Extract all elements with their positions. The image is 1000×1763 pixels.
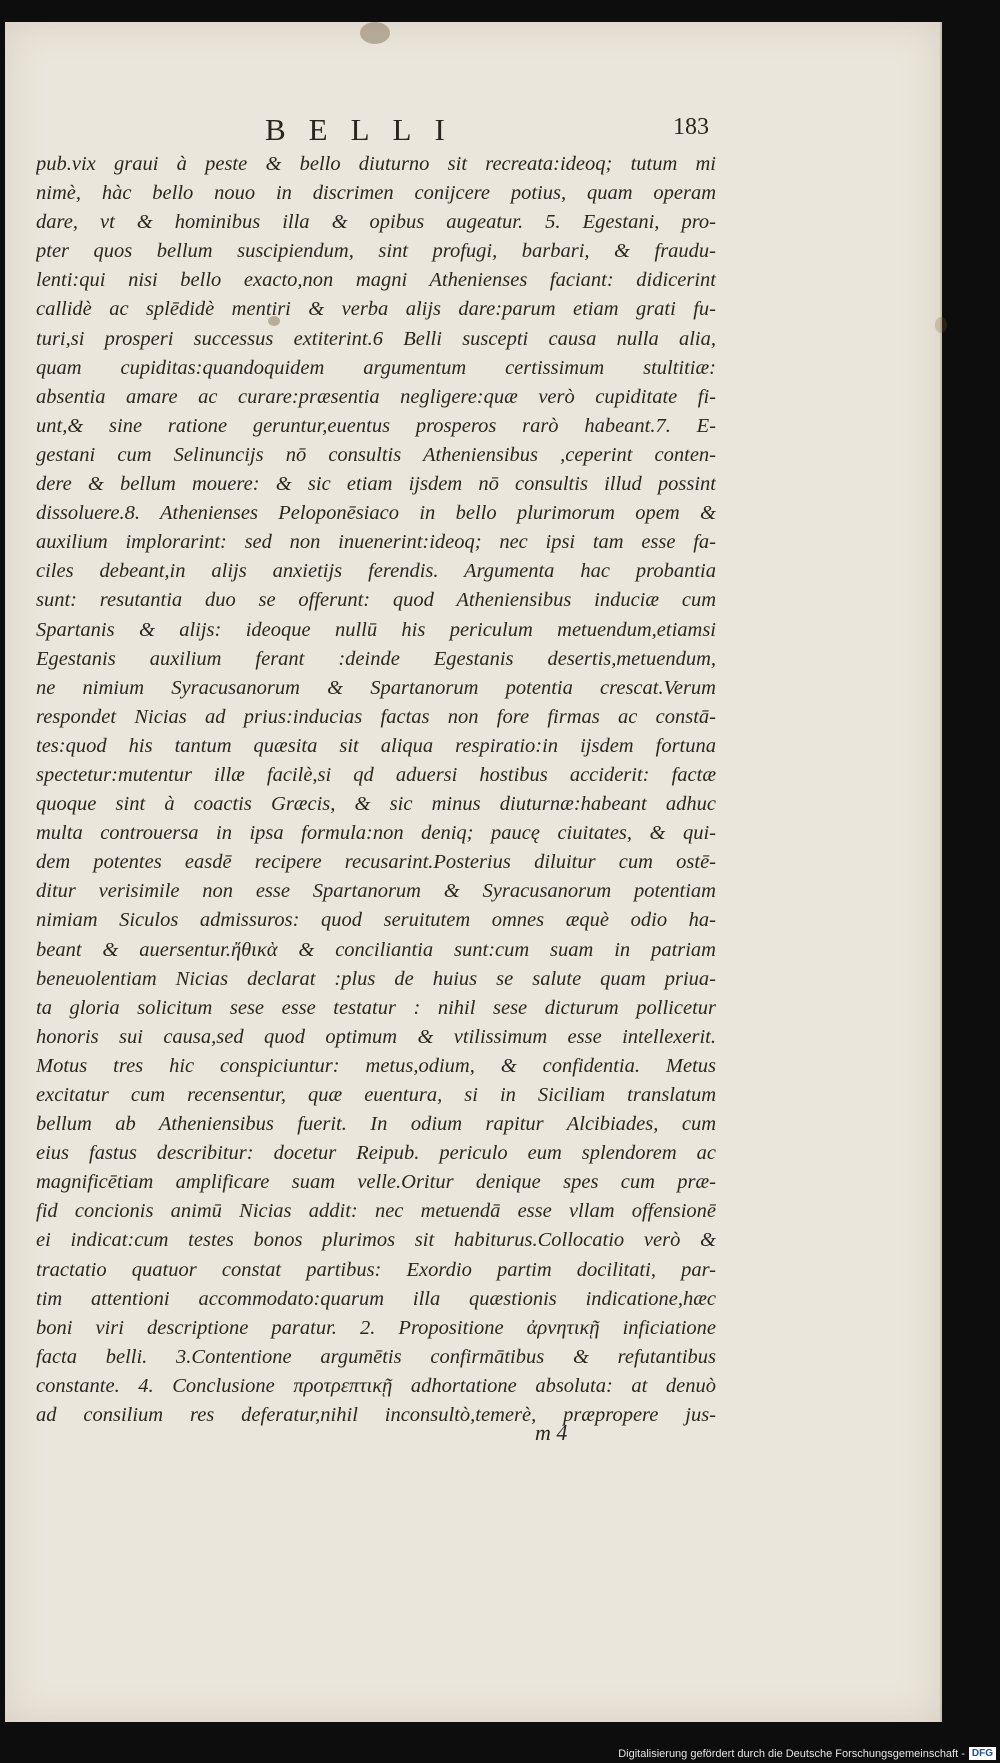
text-line: dere & bellum mouere: & sic etiam ijsdem nō consultis illud possint [36, 473, 716, 496]
text-line: auxilium implorarint: sed non inuenerint:ideoq; nec ipsi tam esse fa- [36, 531, 716, 554]
text-line: pub.vix graui à peste & bello diuturno sit recreata:ideoq; tutum mi [36, 153, 716, 175]
text-line: constante. 4. Conclusione προτρεπτικῇ adhortatione absoluta: at denuò [36, 1374, 716, 1397]
text-line: beant & auersentur.ἤθικὰ & conciliantia sunt:cum suam in patriam [36, 938, 716, 961]
ink-stain [935, 317, 947, 333]
running-head: BELLI [265, 112, 468, 147]
text-line: honoris sui causa,sed quod optimum & vtilissimum esse intellexerit. [36, 1025, 716, 1048]
dfg-logo: DFG [969, 1747, 996, 1760]
text-line: tim attentioni accommodato:quarum illa quæstionis indicatione,hæc [36, 1287, 716, 1310]
text-line: multa controuersa in ipsa formula:non deniq; paucę ciuitates, & qui- [36, 822, 716, 845]
text-line: respondet Nicias ad prius:inducias factas non fore firmas ac constā- [36, 705, 716, 728]
text-line: tes:quod his tantum quæsita sit aliqua respiratio:in ijsdem fortuna [36, 734, 716, 757]
ink-stain [360, 22, 390, 44]
book-page [5, 22, 942, 1722]
page-number: 183 [673, 114, 709, 140]
text-line: eius fastus describitur: docetur Reipub. periculo eum splendorem ac [36, 1142, 716, 1165]
text-line: quoque sint à coactis Græcis, & sic minus diuturnæ:habeant adhuc [36, 793, 716, 816]
text-line: callidè ac splēdidè mentiri & verba alijs dare:parum etiam grati fu- [36, 298, 716, 321]
text-line: tractatio quatuor constat partibus: Exordio partim docilitati, par- [36, 1258, 716, 1281]
text-line: nimè, hàc bello nouo in discrimen conijcere potius, quam operam [36, 182, 716, 205]
text-line: ei indicat:cum testes bonos plurimos sit habiturus.Collocatio verò & [36, 1229, 716, 1252]
text-line: Spartanis & alijs: ideoque nullū his periculum metuendum,etiamsi [36, 618, 716, 641]
text-line: nimiam Siculos admissuros: quod seruitutem omnes æquè odio ha- [36, 909, 716, 932]
text-line: sunt: resutantia duo se offerunt: quod Atheniensibus induciæ cum [36, 589, 716, 612]
text-line: ad consilium res deferatur,nihil inconsultò,temerè, præpropere jus- [36, 1404, 716, 1427]
text-line: fid concionis animū Nicias addit: nec metuendā esse vllam offensionē [36, 1200, 716, 1223]
text-line: ta gloria solicitum sese esse testatur : nihil sese dicturum pollicetur [36, 996, 716, 1019]
text-line: bellum ab Atheniensibus fuerit. In odium rapitur Alcibiades, cum [36, 1113, 716, 1136]
text-line: dare, vt & hominibus illa & opibus augeatur. 5. Egestani, pro- [36, 211, 716, 234]
text-line: absentia amare ac curare:præsentia negligere:quæ verò cupiditate fi- [36, 385, 716, 408]
catchword: m 4 [535, 1420, 568, 1445]
text-line: turi,si prosperi successus extiterint.6 Belli suscepti causa nulla alia, [36, 327, 716, 350]
text-line: Motus tres hic conspiciuntur: metus,odium, & confidentia. Metus [36, 1054, 716, 1077]
text-line: quam cupiditas:quandoquidem argumentum certissimum stultitiæ: [36, 356, 716, 379]
text-line: dissoluere.8. Athenienses Peloponēsiaco in bello plurimorum opem & [36, 502, 716, 525]
text-line: gestani cum Selinuncijs nō consultis Atheniensibus ,ceperint conten- [36, 443, 716, 466]
text-line: pter quos bellum suscipiendum, sint profugi, barbari, & fraudu- [36, 240, 716, 263]
text-line: facta belli. 3.Contentione argumētis confirmātibus & refutantibus [36, 1345, 716, 1368]
text-line: magnificētiam amplificare suam velle.Oritur denique spes cum præ- [36, 1171, 716, 1194]
text-line: ne nimium Syracusanorum & Spartanorum potentia crescat.Verum [36, 676, 716, 699]
text-line: dem potentes easdē recipere recusarint.Posterius diluitur cum ostē- [36, 851, 716, 874]
credit-text: Digitalisierung gefördert durch die Deutsche Forschungsgemeinschaft - [618, 1747, 965, 1760]
page-text [36, 150, 716, 1430]
text-line: Egestanis auxilium ferant :deinde Egestanis desertis,metuendum, [36, 647, 716, 670]
text-line: ditur verisimile non esse Spartanorum & Syracusanorum potentiam [36, 880, 716, 903]
text-line: excitatur cum recensentur, quæ euentura, si in Siciliam translatum [36, 1084, 716, 1106]
text-line: ciles debeant,in alijs anxietijs ferendis. Argumenta hac probantia [36, 560, 716, 583]
text-line: lenti:qui nisi bello exacto,non magni Athenienses faciant: didicerint [36, 269, 716, 292]
text-line: boni viri descriptione paratur. 2. Propositione ἀρνητικῇ inficiatione [36, 1316, 716, 1339]
text-line: beneuolentiam Nicias declarat :plus de huius se salute quam priua- [36, 967, 716, 990]
text-line: unt,& sine ratione geruntur,euentus prosperos rarò habeant.7. E- [36, 414, 716, 437]
digitization-credit [618, 1747, 996, 1760]
text-line: spectetur:mutentur illæ facilè,si qd aduersi hostibus acciderit: factæ [36, 763, 716, 786]
